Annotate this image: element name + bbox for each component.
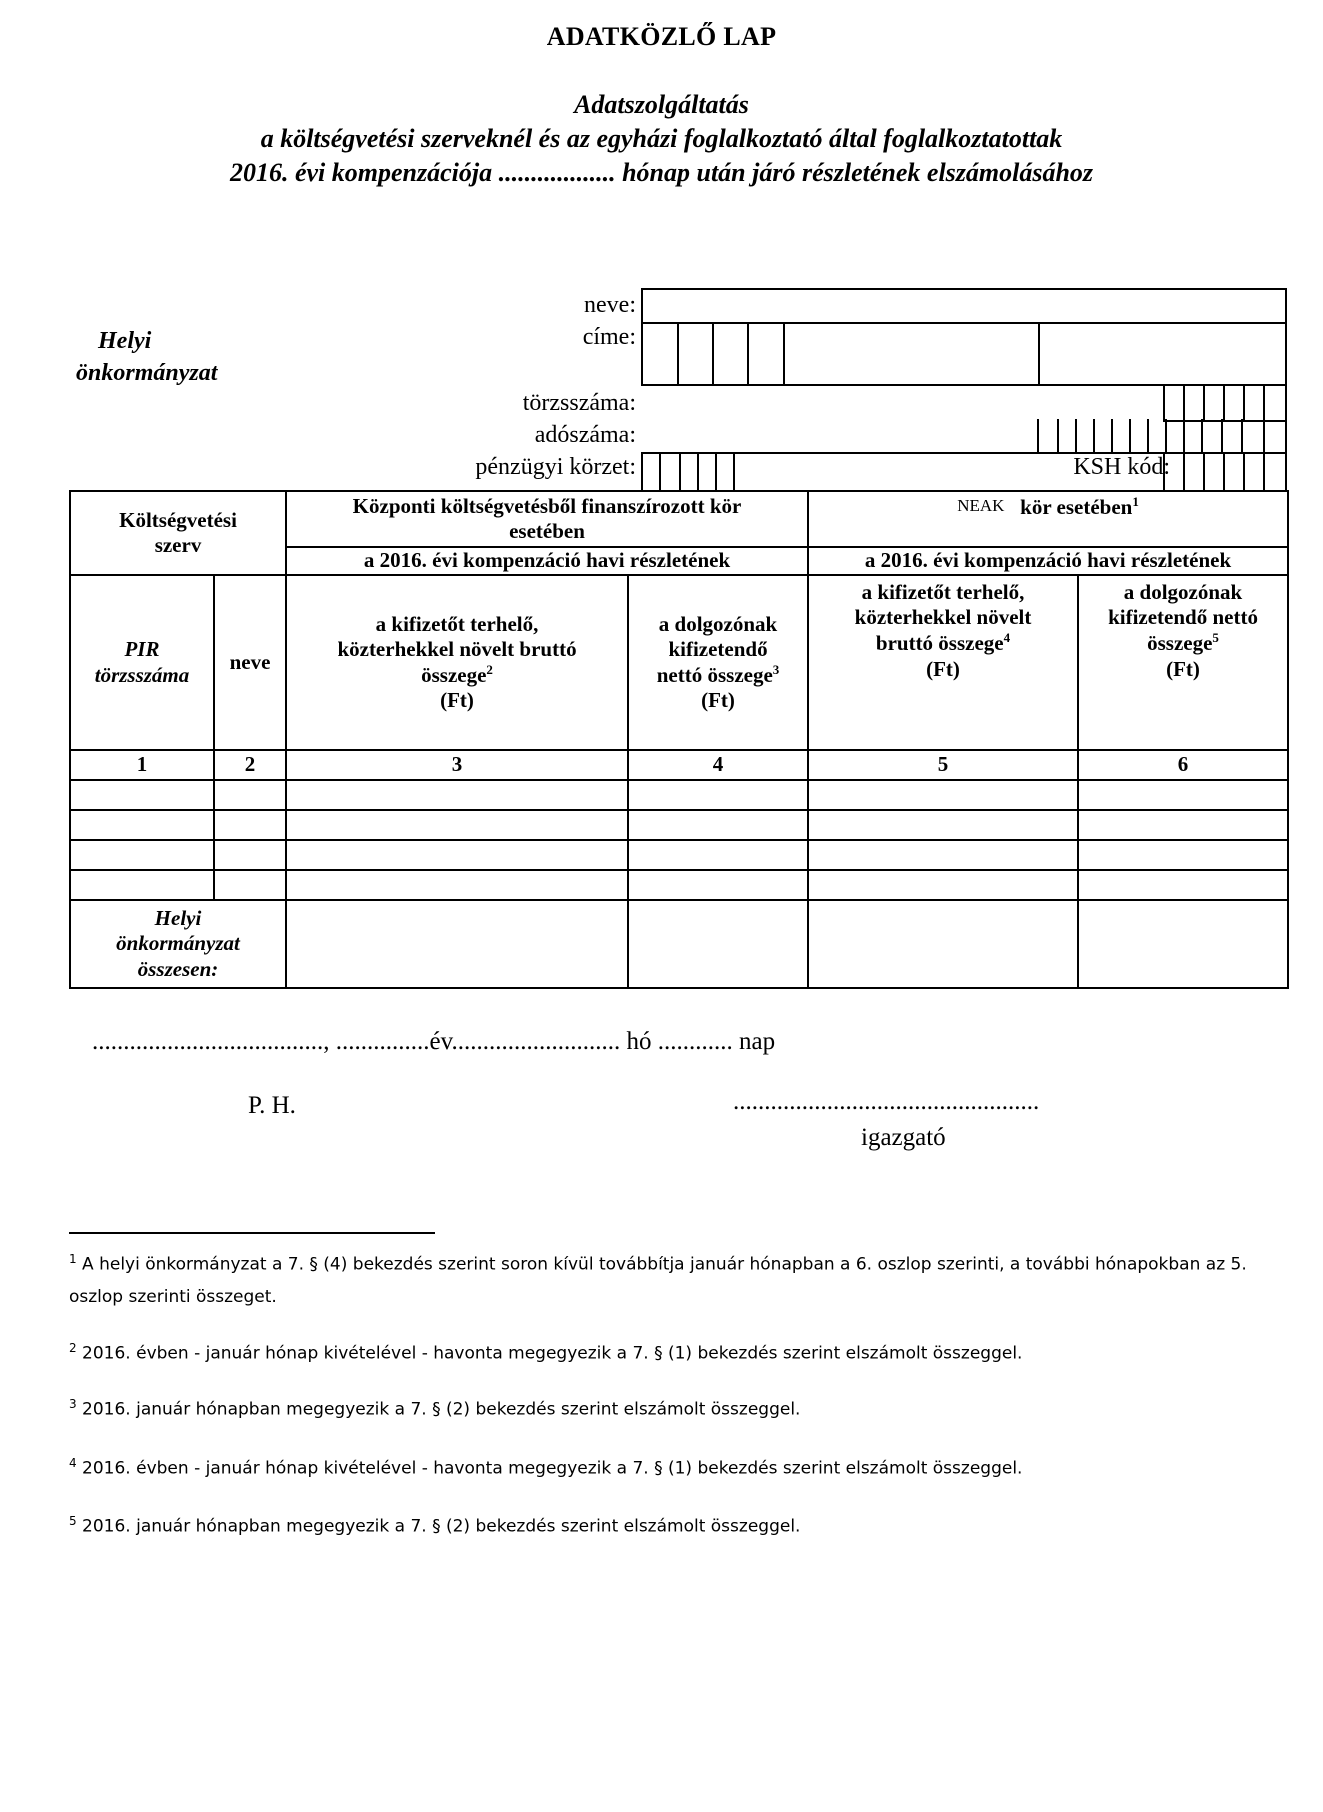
footnote-5: $^5$ 2016. január hónapban megegyezik a 7. § (2) bekezdés szerint elszámolt összeggel.	[69, 1514, 801, 1537]
col-number: 5	[808, 750, 1078, 780]
cime-label: címe:	[582, 324, 636, 350]
table-cell[interactable]	[808, 810, 1078, 840]
col-header-pir: PIR törzsszáma	[70, 575, 214, 750]
footnote-separator	[69, 1232, 435, 1234]
footnote-3: $^3$ 2016. január hónapban megegyezik a 7. § (2) bekezdés szerint elszámolt összeggel.	[69, 1397, 801, 1420]
ksh-kod-label: KSH kód:	[1073, 454, 1170, 480]
total-cell[interactable]	[286, 900, 628, 988]
col-header-netto-kozponti: a dolgozónak kifizetendő nettó összege$^3$ (Ft)	[628, 575, 808, 750]
table-cell[interactable]	[628, 810, 808, 840]
column-number-row	[70, 750, 1288, 780]
table-cell[interactable]	[1078, 810, 1288, 840]
total-cell[interactable]	[808, 900, 1078, 988]
table-cell[interactable]	[286, 780, 628, 810]
table-cell[interactable]	[1078, 870, 1288, 900]
table-cell[interactable]	[808, 870, 1078, 900]
table-cell[interactable]	[214, 840, 286, 870]
table-row[interactable]	[70, 840, 1288, 870]
col-number: 6	[1078, 750, 1288, 780]
data-table	[69, 490, 1289, 989]
col-number: 2	[214, 750, 286, 780]
header-sub-kozponti: a 2016. évi kompenzáció havi részletének	[286, 547, 808, 575]
table-cell[interactable]	[214, 780, 286, 810]
total-row	[70, 900, 1288, 988]
header-neak: NEAK kör esetében$^1$	[808, 491, 1288, 547]
col-header-neve: neve	[214, 575, 286, 750]
col-number: 3	[286, 750, 628, 780]
table-row[interactable]	[70, 810, 1288, 840]
ksh-kod-field[interactable]	[1163, 452, 1287, 490]
torzsszama-field[interactable]	[1163, 386, 1287, 422]
col-header-brutto-kozponti: a kifizetőt terhelő, közterhekkel növelt bruttó összege$^2$ (Ft)	[286, 575, 628, 750]
table-cell[interactable]	[286, 870, 628, 900]
table-row[interactable]	[70, 870, 1288, 900]
total-label: Helyi önkormányzat összesen:	[70, 900, 286, 988]
header-sub-neak: a 2016. évi kompenzáció havi részletének	[808, 547, 1288, 575]
subtitle-line-1: Adatszolgáltatás	[574, 90, 749, 119]
helyi-label-line2: önkormányzat	[76, 360, 218, 386]
header-columns-row	[70, 575, 1288, 750]
torzsszama-label: törzsszáma:	[522, 390, 636, 416]
igazgato-label: igazgató	[861, 1124, 946, 1151]
signature-dots: .................................................	[733, 1088, 1040, 1115]
neve-label: neve:	[584, 292, 636, 318]
header-kozponti: Központi költségvetésből finanszírozott kör esetében	[286, 491, 808, 547]
header-group-row	[70, 491, 1288, 547]
header-koltsegvetesi-szerv: Költségvetési szerv	[70, 491, 286, 575]
penzugyi-korzet-field[interactable]	[641, 452, 735, 490]
subtitle-line-3: 2016. évi kompenzációja .................. hónap után járó részletének elszámolásához	[229, 158, 1094, 187]
col-header-netto-neak: a dolgozónak kifizetendő nettó összege$^5$ (Ft)	[1078, 575, 1288, 750]
table-cell[interactable]	[628, 780, 808, 810]
table-cell[interactable]	[628, 870, 808, 900]
table-cell[interactable]	[70, 780, 214, 810]
table-row[interactable]	[70, 780, 1288, 810]
cime-field[interactable]	[641, 322, 1287, 386]
table-cell[interactable]	[286, 840, 628, 870]
date-line: ....................................., ...............év........................... hó ............ nap	[92, 1028, 776, 1055]
neve-field[interactable]	[641, 288, 1287, 324]
adoszama-label: adószáma:	[534, 422, 636, 448]
footnote-1: $^1$ A helyi önkormányzat a 7. § (4) bekezdés szerint soron kívül továbbítja január hónapban a 6. oszlop szerinti, a további hónapokban az 5. oszlop szerinti összeget.	[69, 1252, 1247, 1307]
table-cell[interactable]	[70, 840, 214, 870]
col-number: 4	[628, 750, 808, 780]
table-cell[interactable]	[286, 810, 628, 840]
total-cell[interactable]	[1078, 900, 1288, 988]
ph-label: P. H.	[248, 1092, 296, 1119]
table-cell[interactable]	[808, 840, 1078, 870]
total-cell[interactable]	[628, 900, 808, 988]
col-header-brutto-neak: a kifizetőt terhelő, közterhekkel növelt bruttó összege$^4$ (Ft)	[808, 575, 1078, 750]
subtitle-line-2: a költségvetési szerveknél és az egyházi foglalkoztató által foglalkoztatottak	[260, 124, 1063, 153]
col-number: 1	[70, 750, 214, 780]
helyi-label-line1: Helyi	[98, 328, 152, 354]
footnote-2: $^2$ 2016. évben - január hónap kivételével - havonta megegyezik a 7. § (1) bekezdés szerint elszámolt összeggel.	[69, 1341, 1023, 1364]
adoszama-field[interactable]	[1037, 419, 1287, 453]
penzugyi-korzet-label: pénzügyi körzet:	[475, 454, 636, 480]
table-cell[interactable]	[214, 870, 286, 900]
footnote-4: $^4$ 2016. évben - január hónap kivételével - havonta megegyezik a 7. § (1) bekezdés szerint elszámolt összeggel.	[69, 1456, 1023, 1479]
table-cell[interactable]	[214, 810, 286, 840]
table-cell[interactable]	[628, 840, 808, 870]
page-title: ADATKÖZLŐ LAP	[546, 22, 777, 51]
table-cell[interactable]	[808, 780, 1078, 810]
table-cell[interactable]	[1078, 780, 1288, 810]
table-cell[interactable]	[70, 810, 214, 840]
table-cell[interactable]	[1078, 840, 1288, 870]
table-cell[interactable]	[70, 870, 214, 900]
